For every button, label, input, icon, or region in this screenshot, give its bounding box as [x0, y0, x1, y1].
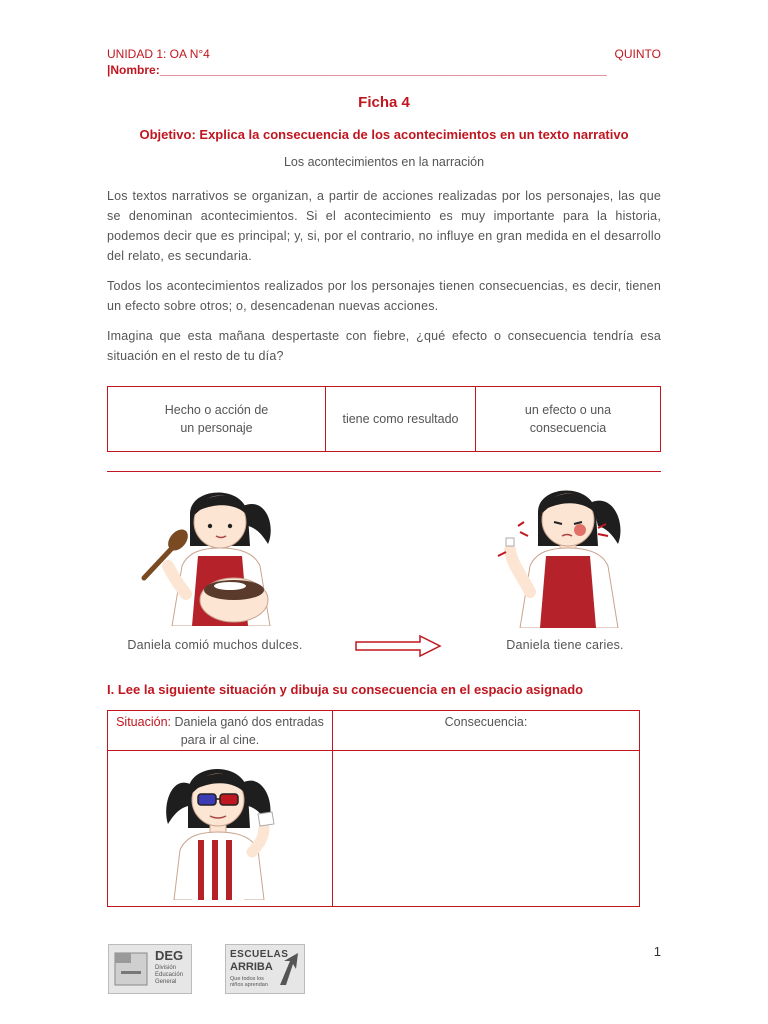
situation-text-2: para ir al cine.	[180, 733, 260, 747]
effect-cell	[476, 387, 661, 452]
page-title: Ficha 4	[358, 94, 410, 111]
escuelas-text: ESCUELAS	[230, 949, 289, 960]
situation-image-cell	[108, 751, 333, 907]
consequence-header: Consecuencia:	[333, 711, 640, 751]
page-number: 1	[653, 944, 661, 959]
situation-header	[108, 711, 333, 751]
deg-sub-3: General	[155, 979, 177, 985]
cause-line-1: Hecho o acción de	[164, 403, 269, 417]
escuelas-sub	[230, 976, 268, 988]
escuelas-sub-1: Que todos los	[230, 976, 264, 982]
girl-toothache-illustration	[494, 472, 634, 628]
grade-label: QUINTO	[614, 47, 661, 61]
paragraph-1: Los textos narrativos se organizan, a partir de acciones realizadas por los personajes, las que se denominan acontecimientos. Si el acontecimiento es muy importante para la historia, podemos decir que es principal; y, si, por el contrario, no influye en gran medida en el desarrollo del relato, es secundaria.	[107, 189, 661, 263]
arriba-text: ARRIBA	[230, 961, 273, 973]
ministry-seal-icon	[113, 951, 149, 987]
activity-table	[107, 710, 640, 907]
section-title: I. Lee la siguiente situación y dibuja su consecuencia en el espacio asignado	[107, 682, 584, 697]
cause-cell	[108, 387, 326, 452]
effect-line-2: consecuencia	[529, 421, 607, 435]
deg-sub-2: Educación	[155, 972, 184, 978]
subtitle: Los acontecimientos en la narración	[283, 155, 485, 169]
escuelas-arriba-logo	[225, 944, 305, 994]
situation-text-1: Daniela ganó dos entradas	[171, 715, 324, 729]
name-field[interactable]: |Nombre:___________________________________________________________________	[107, 63, 607, 77]
girl-eating-sweets-illustration	[138, 476, 288, 626]
paragraph-3: Imagina que esta mañana despertaste con fiebre, ¿qué efecto o consecuencia tendría esa situación en el resto de tu día?	[107, 329, 661, 363]
girl-cinema-illustration	[160, 752, 280, 900]
effect-line-1: un efecto o una	[524, 403, 612, 417]
unit-label: UNIDAD 1: OA N°4	[107, 47, 210, 61]
escuelas-sub-2: niños aprendan	[230, 982, 268, 988]
caption-cause: Daniela comió muchos dulces.	[127, 638, 303, 652]
cause-effect-table	[107, 386, 661, 452]
deg-logo	[108, 944, 192, 994]
consequence-drawing-area[interactable]	[333, 751, 640, 907]
cause-line-2: un personaje	[180, 421, 253, 435]
caption-effect: Daniela tiene caries.	[506, 638, 624, 652]
paragraph-2: Todos los acontecimientos realizados por los personajes tienen consecuencias, es decir, tienen un efecto sobre otros; o, desencadenan nuevas acciones.	[107, 279, 661, 313]
result-cell: tiene como resultado	[326, 387, 476, 452]
deg-sub-1: División	[155, 965, 177, 971]
arrow-up-logo-icon	[278, 951, 300, 987]
objective: Objetivo: Explica la consecuencia de los acontecimientos en un texto narrativo	[139, 127, 629, 142]
deg-logo-sub	[155, 965, 183, 986]
situation-label: Situación:	[116, 715, 171, 729]
arrow-right-icon	[354, 634, 442, 658]
deg-logo-text: DEG	[155, 948, 184, 963]
